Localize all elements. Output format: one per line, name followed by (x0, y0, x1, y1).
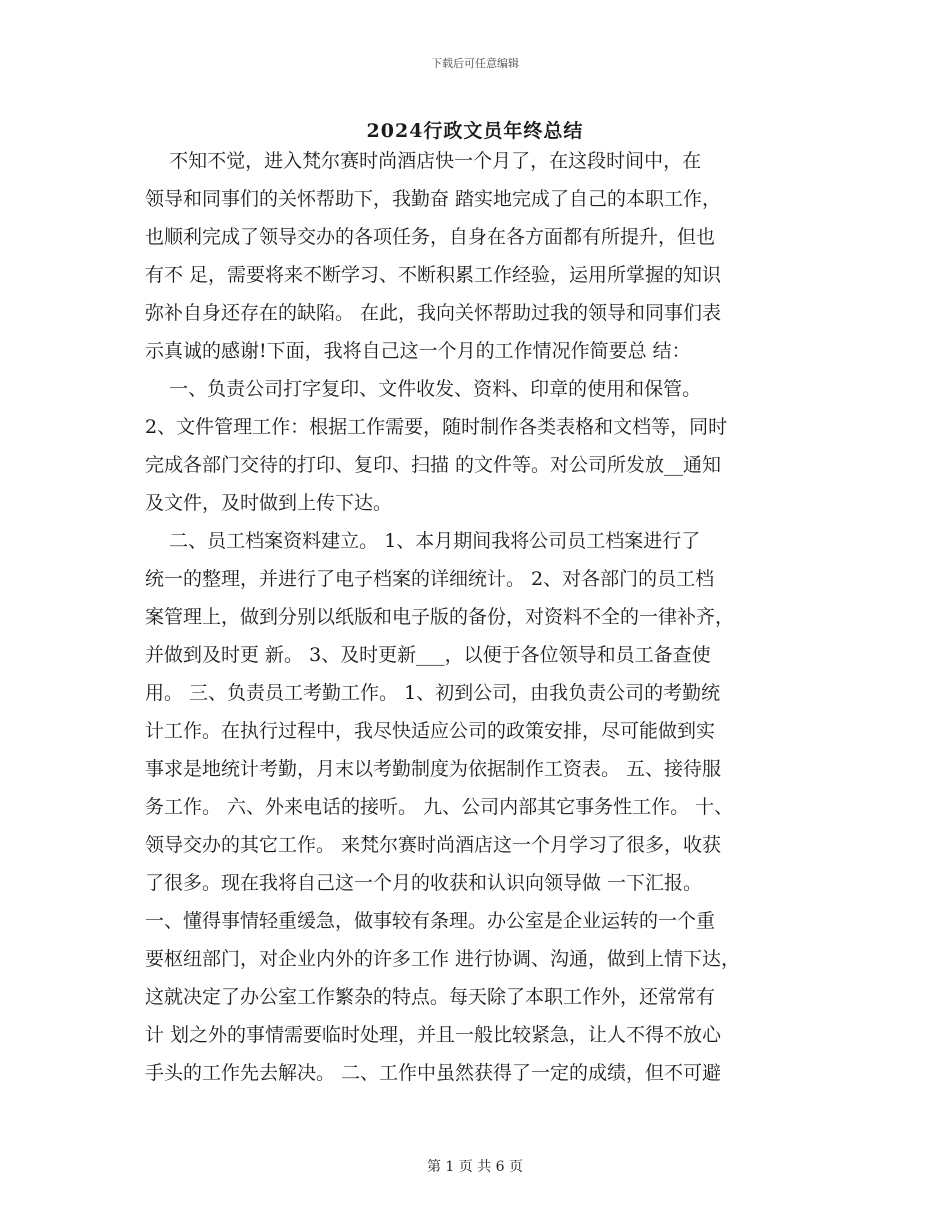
header-note: 下载后可任意编辑 (431, 57, 519, 70)
body-line: 计 划之外的事情需要临时处理，并且一般比较紧急，让人不得不放心 (145, 1024, 722, 1046)
body-line: 不知不觉，进入梵尔赛时尚酒店快一个月了，在这段时间中，在 (145, 150, 702, 172)
body-line: 用。 三、负责员工考勤工作。 1、初到公司，由我负责公司的考勤统 (145, 682, 721, 704)
body-line: 这就决定了办公室工作繁杂的特点。每天除了本职工作外，还常常有 (145, 986, 716, 1008)
body-line: 完成各部门交待的打印、复印、扫描 的文件等。对公司所发放__通知 (145, 454, 722, 476)
page-number-footer: 第 1 页 共 6 页 (426, 1159, 524, 1175)
body-line: 二、员工档案资料建立。 1、本月期间我将公司员工档案进行了 (145, 530, 701, 552)
body-line: 领导和同事们的关怀帮助下，我勤奋 踏实地完成了自己的本职工作， (145, 188, 722, 210)
body-line: 了很多。现在我将自己这一个月的收获和认识向领导做 一下汇报。 (145, 872, 703, 894)
body-line: 也顺利完成了领导交办的各项任务，自身在各方面都有所提升，但也 (145, 226, 716, 248)
body-line: 事求是地统计考勤，月末以考勤制度为依据制作工资表。 五、接待服 (145, 758, 722, 780)
body-line: 统一的整理，并进行了电子档案的详细统计。 2、对各部门的员工档 (145, 568, 715, 590)
body-line: 一、懂得事情轻重缓急，做事较有条理。办公室是企业运转的一个重 (145, 910, 716, 932)
body-line: 及文件，及时做到上传下达。 (145, 492, 393, 514)
body-line: 案管理上，做到分别以纸版和电子版的备份，对资料不全的一律补齐， (145, 606, 735, 628)
body-line: 弥补自身还存在的缺陷。 在此，我向关怀帮助过我的领导和同事们表 (145, 302, 722, 324)
body-line: 2、文件管理工作：根据工作需要，随时制作各类表格和文档等，同时 (145, 416, 728, 438)
body-line: 一、负责公司打字复印、文件收发、资料、印章的使用和保管。 (145, 378, 702, 400)
body-line: 计工作。在执行过程中，我尽快适应公司的政策安排，尽可能做到实 (145, 720, 716, 742)
body-line: 要枢纽部门，对企业内外的许多工作 进行协调、沟通，做到上情下达， (145, 948, 741, 970)
document-title: 2024行政文员年终总结 (366, 120, 584, 142)
body-line: 示真诚的感谢!下面，我将自己这一个月的工作情况作简要总 结： (145, 340, 691, 362)
body-line: 手头的工作先去解决。 二、工作中虽然获得了一定的成绩，但不可避 (145, 1062, 722, 1084)
body-line: 并做到及时更 新。 3、及时更新___，以便于各位领导和员工备查使 (145, 644, 711, 666)
body-line: 领导交办的其它工作。 来梵尔赛时尚酒店这一个月学习了很多，收获 (145, 834, 722, 856)
body-line: 务工作。 六、外来电话的接听。 九、公司内部其它事务性工作。 十、 (145, 796, 734, 818)
body-line: 有不 足，需要将来不断学习、不断积累工作经验，运用所掌握的知识 (145, 264, 722, 286)
